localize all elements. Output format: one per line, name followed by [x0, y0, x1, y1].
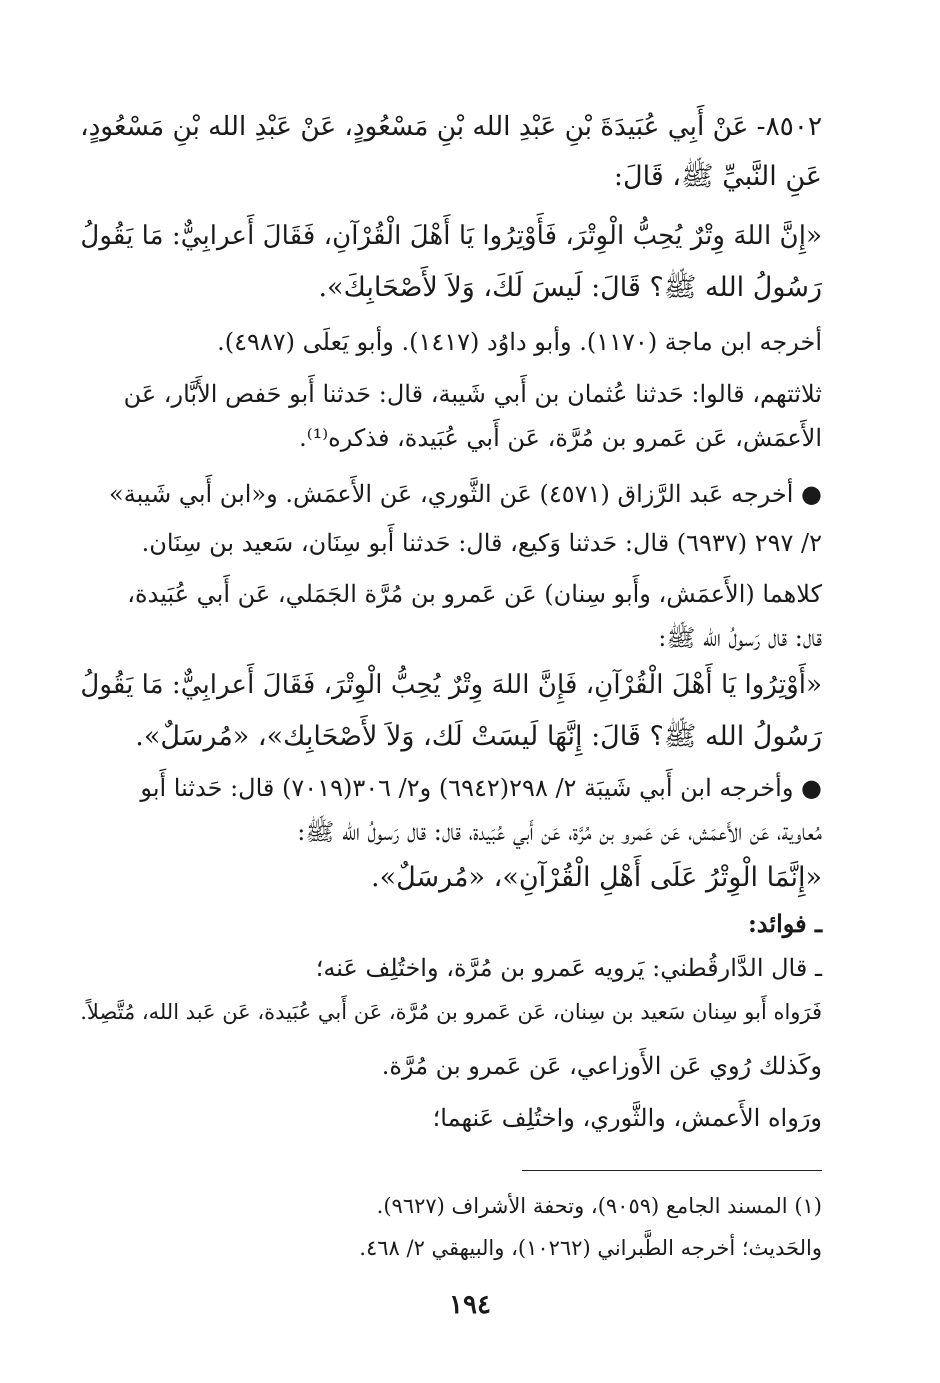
hadith-matn3: «إِنَّمَا الْوِتْرُ عَلَى أَهْلِ الْقُرْآنِ»، «مُرسَلٌ». — [370, 862, 822, 893]
footnote-1-line-1: (١) المسند الجامع (٩٠٥٩)، وتحفة الأشراف (٩٦٢٧). — [376, 1194, 822, 1218]
daraqutni-line-2: فَرَواه أَبو سِنان سَعيد بن سِنان، عَن عَمرو بن مُرَّة، عَن أَبي عُبَيدة، عَن عَبد الله، مُتَّصِلاً. — [80, 1000, 822, 1024]
hadith-intro-line-2: عَنِ النَّبيِّ ﷺ، قَالَ: — [613, 161, 822, 192]
takhrij-line-3: الأَعمَش، عَن عَمرو بن مُرَّة، عَن أَبي عُبَيدة، فذكره⁽¹⁾. — [299, 424, 822, 452]
page-number: ١٩٤ — [449, 1290, 491, 1320]
hadith-intro-line-1: ٨٥٠٢- عَنْ أَبِي عُبَيدَةَ بْنِ عَبْدِ الله بْنِ مَسْعُودٍ، عَنْ عَبْدِ الله بْنِ مَسْعُودٍ، — [80, 112, 822, 142]
daraqutni-line-1: ـ قال الدَّارقُطني: يَرويه عَمرو بن مُرَّة، واختُلِف عَنه؛ — [315, 954, 822, 982]
takhrij-line-1: أخرجه ابن ماجة (١١٧٠). وأبو داوُد (١٤١٧). وأبو يَعلَى (٤٩٨٧). — [217, 328, 822, 356]
hadith-matn2-line-2: رَسُولُ الله ﷺ؟ قَالَ: إِنَّهَا لَيسَتْ لَك، وَلاَ لأَصْحَابِك»، «مُرسَلٌ». — [135, 721, 822, 752]
abdrazzaq-line-1: ● أخرجه عَبد الرَّزاق (٤٥٧١) عَن الثَّوري، عَن الأَعمَش. و«ابن أَبي شَيبة» — [109, 480, 822, 508]
footnote-1-line-2: والحَديث؛ أخرجه الطَّبراني (١٠٢٦٢)، والبيهقي ٢/ ٤٦٨. — [359, 1236, 822, 1260]
fawaid-heading: ـ فوائد: — [747, 909, 822, 938]
kilahuma-line-1: كلاهما (الأَعمَش، وأَبو سِنان) عَن عَمرو بن مُرَّة الجَمَلي، عَن أَبي عُبَيدة، — [127, 580, 822, 608]
hadith-matn-line-1: «إِنَّ اللهَ وِتْرٌ يُحِبُّ الْوِتْرَ، فَأَوْتِرُوا يَا أَهْلَ الْقُرْآنِ، فَقَالَ أَعرابِيٌّ: مَا يَقُولُ — [80, 221, 822, 251]
ibnabi-line-1: ● وأخرجه ابن أَبي شَيبَة ٢/ ٢٩٨(٦٩٤٢) و٢/ ٣٠٦(٧٠١٩) قال: حَدثنا أَبو — [140, 774, 822, 802]
daraqutni-line-3: وكَذلك رُوي عَن الأَوزاعي، عَن عَمرو بن مُرَّة. — [381, 1052, 822, 1080]
footnote-divider — [522, 1170, 822, 1171]
kilahuma-line-2: قال: قال رَسولُ الله ﷺ: — [658, 624, 822, 652]
takhrij-line-2: ثلاثتهم، قالوا: حَدثنا عُثمان بن أَبي شَيبة، قال: حَدثنا أَبو حَفص الأَبَّار، عَن — [123, 380, 822, 408]
hadith-matn2-line-1: «أَوْتِرُوا يَا أَهْلَ الْقُرْآنِ، فَإِنَّ اللهَ وِتْرٌ يُحِبُّ الْوِتْرَ، فَقَالَ أَعرابِيٌّ: مَا يَقُولُ — [80, 670, 822, 700]
daraqutni-line-4: ورَواه الأَعمش، والثَّوري، واختُلِف عَنهما؛ — [432, 1104, 822, 1132]
hadith-matn-line-2: رَسُولُ الله ﷺ؟ قَالَ: لَيسَ لَكَ، وَلاَ لأَصْحَابِكَ». — [318, 272, 822, 303]
abdrazzaq-line-2: ٢/ ٢٩٧ (٦٩٣٧) قال: حَدثنا وَكيع، قال: حَدثنا أَبو سِنَان، سَعيد بن سِنَان. — [141, 529, 822, 557]
ibnabi-line-2: مُعاوية، عَن الأَعمَش، عَن عَمرو بن مُرَّة، عَن أَبي عُبَيدة، قال: قال رَسولُ الله ﷺ: — [297, 818, 822, 846]
